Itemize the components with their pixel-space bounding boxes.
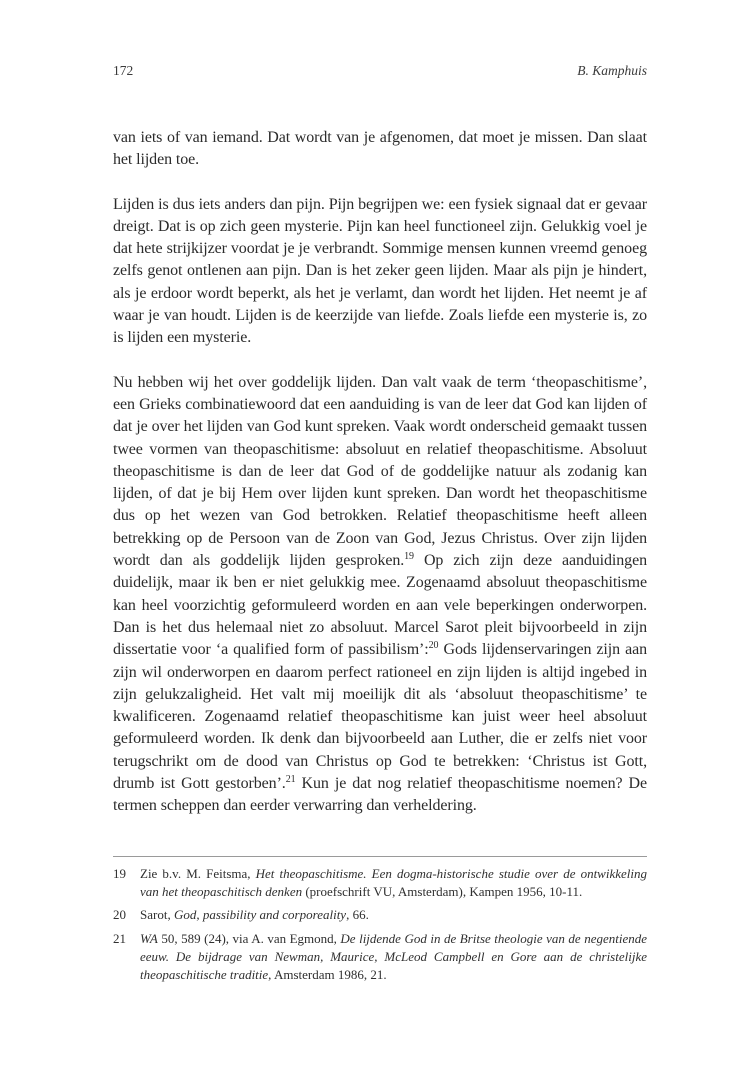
footnote-20 bbox=[113, 906, 647, 924]
footnote-text: 50, 589 (24), via A. van Egmond, bbox=[157, 930, 341, 946]
paragraph-1: van iets of van iemand. Dat wordt van je afgenomen, dat moet je missen. Dan slaat het lijden toe. bbox=[113, 129, 647, 169]
footnote-title: De lijdende God in de Britse theologie van de negentiende eeuw. De bijdrage van Newman, Maurice, McLeod Campbell en Gore aan de christelijke theopaschitische traditie bbox=[140, 930, 647, 983]
paragraph-3-part-4: Kun je dat nog relatief theopaschitisme noemen? De termen scheppen dan eerder verwarring dan verheldering. bbox=[113, 775, 647, 815]
paragraph-3-part-1: Nu hebben wij het over goddelijk lijden. Dan valt vaak de term ‘theopaschitisme’, een Grieks combinatiewoord dat een aanduiding is van de leer dat God kan lijden of dat je over het lijden van God kunt spreken. Vaak wordt onderscheid gemaakt tussen twee vormen van theopaschitisme: absoluut en relatief theopaschitisme. Absoluut theopaschitisme is dan de leer dat God of de goddelijke natuur als zodanig kan lijden, of dat je bij Hem over lijden kunt spreken. Dan wordt het theopaschitisme dus op het wezen van God betrokken. Relatief theopaschitisme heeft alleen betrekking op de Persoon van de Zoon van God, Jezus Christus. Over zijn lijden wordt dan als goddelijk lijden gesproken. bbox=[113, 373, 647, 570]
footnote-number: 19 bbox=[113, 866, 126, 881]
paragraph-3-part-2: Op zich zijn deze aanduidingen duidelijk, maar ik ben er niet gelukkig mee. Zogenaamd absoluut theopaschitisme kan heel voorzichtig geformuleerd worden en aan vele beperkingen onderworpen. Dan is het dus helemaal niet zo absoluut. Marcel Sarot pleit bijvoorbeeld in zijn dissertatie voor ‘a qualified form of passibilism’: bbox=[113, 552, 647, 659]
footnote-title: God, passibility and corporeality bbox=[173, 907, 347, 923]
footnote-21 bbox=[113, 930, 647, 985]
footnote-ref-19[interactable]: 19 bbox=[404, 551, 414, 563]
footnote-ref-20[interactable]: 20 bbox=[428, 640, 439, 652]
footnote-number: 21 bbox=[113, 930, 126, 946]
footnotes bbox=[113, 865, 647, 989]
footnote-number: 20 bbox=[113, 907, 126, 923]
footnote-text: , 66. bbox=[346, 907, 369, 923]
footnote-title: Het theopaschitisme. Een dogma-historische studie over de ontwikkeling van het theopaschitisch denken bbox=[140, 866, 648, 900]
footnote-text: (proefschrift VU, Amsterdam), Kampen 1956, 10-11. bbox=[302, 884, 583, 900]
running-head-author: B. Kamphuis bbox=[577, 63, 647, 78]
paragraph-3 bbox=[113, 372, 647, 818]
footnote-text: , Amsterdam 1986, 21. bbox=[268, 967, 387, 983]
footnote-divider bbox=[113, 856, 647, 857]
paragraph-2: Lijden is dus iets anders dan pijn. Pijn begrijpen we: een fysiek signaal dat er gevaar dreigt. Dat is op zich geen mysterie. Pijn kan heel functioneel zijn. Gelukkig voel je dat hete strijkijzer voordat je je verbrandt. Sommige mensen kunnen vreemd genoeg zelfs genot ontlenen aan pijn. Dan is het zeker geen lijden. Maar als pijn je hindert, als je erdoor wordt beperkt, als het je verlamt, dan wordt het lijden. Het neemt je af waar je van houdt. Lijden is de keerzijde van liefde. Zoals liefde een mysterie is, zo is lijden een mysterie. bbox=[113, 195, 647, 347]
paragraph-3-part-3: Gods lijdenservaringen zijn aan zijn wil onderworpen en daarom perfect rationeel en zijn lijden is altijd ingebed in zijn gelukzaligheid. Het valt mij moeilijk dit als ‘absoluut theopaschitisme’ te kwalificeren. Zogenaamd relatief theopaschitisme kan juist weer heel absoluut geformuleerd worden. Ik denk dan bijvoorbeeld aan Luther, die er zelfs niet voor terugschrikt om de dood van Christus op God te betrekken: ‘Christus ist Gott, drumb ist Gott gestorben’. bbox=[113, 641, 647, 793]
footnote-abbrev: WA bbox=[140, 930, 158, 946]
footnote-19 bbox=[113, 865, 647, 901]
footnote-ref-21[interactable]: 21 bbox=[285, 774, 296, 786]
footnote-text: Zie b.v. M. Feitsma, bbox=[140, 866, 256, 881]
page-number: 172 bbox=[113, 63, 134, 78]
footnote-text: Sarot, bbox=[140, 907, 174, 923]
body-text bbox=[113, 127, 647, 840]
